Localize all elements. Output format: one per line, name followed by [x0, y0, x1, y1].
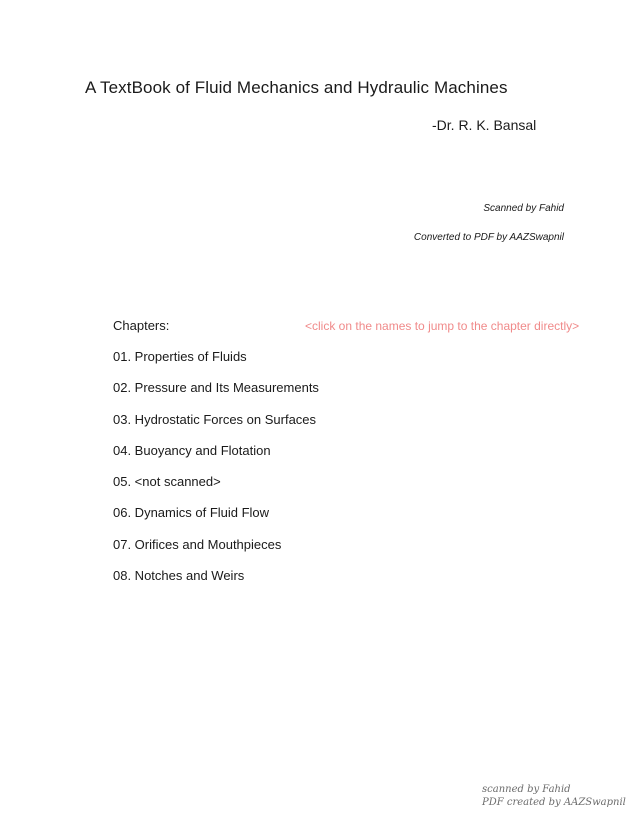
- chapter-link-04[interactable]: 04. Buoyancy and Flotation: [113, 442, 271, 458]
- chapter-link-06[interactable]: 06. Dynamics of Fluid Flow: [113, 505, 270, 521]
- chapter-list: [113, 348, 319, 598]
- conversion-credit: Converted to PDF by AAZSwapnil: [413, 232, 564, 243]
- footer-stamp: [482, 783, 626, 809]
- chapters-heading: Chapters:: [113, 318, 170, 333]
- book-author: -Dr. R. K. Bansal: [432, 117, 537, 133]
- chapters-hint: <click on the names to jump to the chapter directly>: [305, 319, 580, 333]
- chapter-link-01[interactable]: 01. Properties of Fluids: [113, 349, 247, 364]
- footer-pdf-line: PDF created by AAZSwapnil: [482, 797, 626, 808]
- scan-credit: Scanned by Fahid: [483, 203, 564, 214]
- chapter-link-03[interactable]: 03. Hydrostatic Forces on Surfaces: [113, 411, 317, 427]
- footer-scan-line: scanned by Fahid: [482, 784, 571, 795]
- book-title: A TextBook of Fluid Mechanics and Hydraulic Machines: [85, 78, 508, 97]
- chapter-link-07[interactable]: 07. Orifices and Mouthpieces: [113, 536, 282, 552]
- chapter-link-02[interactable]: 02. Pressure and Its Measurements: [113, 380, 319, 396]
- chapter-link-08[interactable]: 08. Notches and Weirs: [113, 568, 245, 584]
- chapter-link-05[interactable]: 05. <not scanned>: [113, 474, 221, 490]
